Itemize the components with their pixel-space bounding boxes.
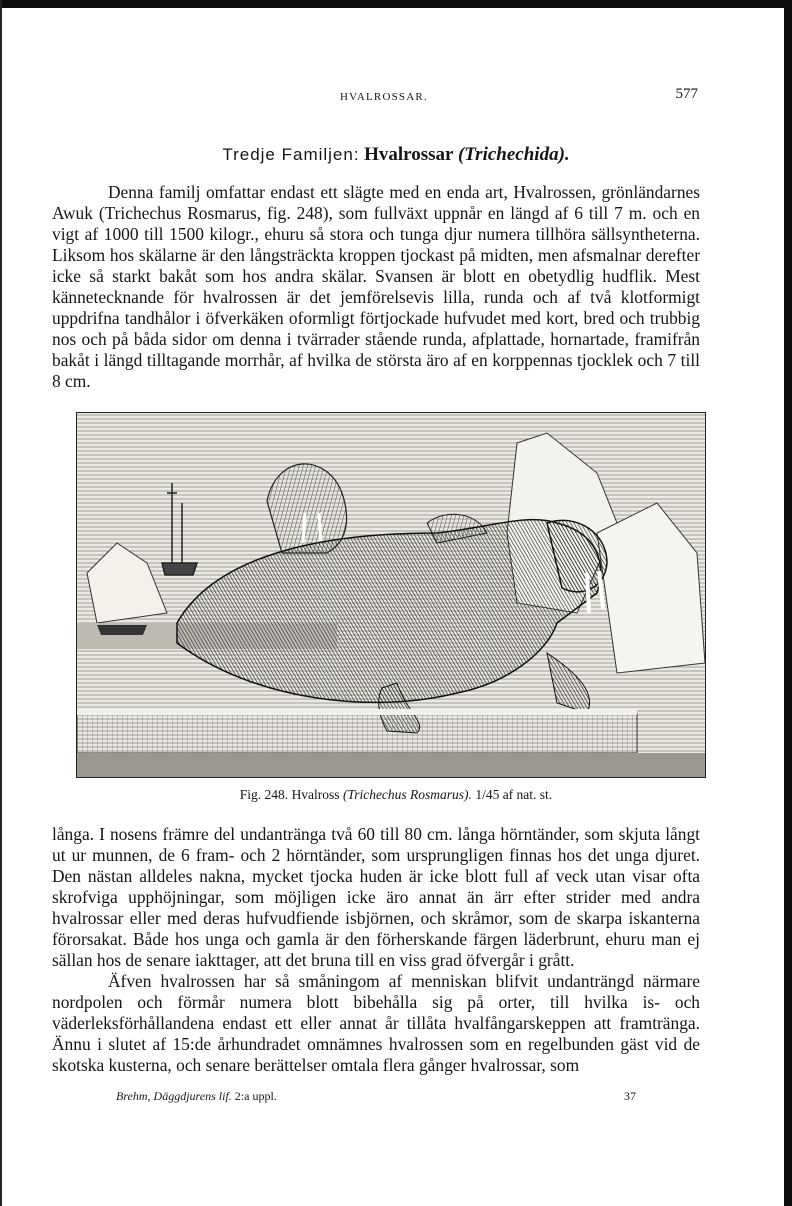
paragraph-2: långa. I nosens främre del undantränga två 60 till 80 cm. långa hörntänder, som skjuta långt ut ur munnen, de 6 fram- och 2 hörntänder, som ursprungligen finnas hos det unga djuret. Den nästan alldeles nakna, mycket tjocka huden är icke blott full af veck utan visar ofta skrofviga upphöjningar, som möjligen icke äro annat än ärr efter strider med andra hvalrossar eller med deras hufvudfiende isbjörnen, och skråmor, som de skarpa iskanterna förorsakat. Både hos unga och gamla är den förherskande färgen läderbrunt, ehuru man ej sällan hos de senare iakttager, att det bruna till en viss grad öfvergår i grått. — [52, 824, 700, 970]
body-text-upper — [52, 182, 700, 392]
paragraph-3: Äfven hvalrossen har så småningom af menniskan blifvit undanträngd närmare nordpolen och förmår numera blott bibehålla sig på orter, till hvilka is- och väderleksförhållandena endast ett eller annat år tillåta hvalfångarskeppen att framtränga. Ännu i slutet af 15:de århundradet omnämnes hvalrossen som en regelbunden gäst vid de skotska kusterna, och senare berättelser omtala flera gånger hvalrossar, som — [52, 971, 700, 1075]
caption-name: Hvalross — [291, 787, 340, 802]
signature-title: Brehm, Däggdjurens lif. — [116, 1089, 232, 1103]
family-heading — [0, 144, 792, 166]
heading-name: Hvalrossar — [364, 144, 454, 165]
rowing-boat — [97, 625, 147, 635]
sheet-number: 37 — [624, 1089, 636, 1103]
scan-border-right — [784, 0, 792, 1206]
figure-label: Fig. 248. — [239, 787, 289, 802]
page-number: 577 — [675, 86, 698, 102]
body-text-lower — [52, 824, 700, 1076]
printer-signature — [116, 1089, 277, 1104]
heading-latin: (Trichechida). — [457, 144, 570, 165]
walrus-engraving — [77, 413, 705, 777]
heading-lead: Tredje Familjen: — [222, 145, 360, 164]
signature-edition: 2:a uppl. — [234, 1089, 277, 1103]
scan-border-left — [0, 0, 2, 1206]
figure-caption — [0, 787, 792, 803]
running-head-title: HVALROSSAR. — [340, 91, 428, 103]
running-head — [60, 86, 700, 106]
scan-border-top — [0, 0, 792, 8]
water-foreground — [77, 753, 705, 777]
paragraph-1: Denna familj omfattar endast ett slägte med en enda art, Hvalrossen, grönländarnes Awuk (Trichechus Rosmarus, fig. 248), som fullväxt uppnår en längd af 6 till 7 m. och en vigt af 1000 till 1500 kilogr., ehuru så stora och tunga djur numera tillhöra sällsyntheterna. Liksom hos skälarne är den långsträckta kroppen tjockast på midten, men afsmalnar derefter icke så starkt bakåt som hos andra skälar. Svansen är blott en obetydlig hudflik. Mest kännetecknande för hvalrossen är det jemförelsevis lilla, runda och af två klotformigt uppdrifna tandhålor i öfverkäken oformligt förtjockade hufvudet med kort, bred och trubbig nos och på båda sidor om denna i tvärrader stående runda, afplattade, hornartade, framifrån bakåt i längd tilltagande morrhår, af hvilka de största äro af en korppennas tjocklek och 7 till 8 cm. — [52, 182, 700, 391]
caption-latin: (Trichechus Rosmarus). — [342, 787, 472, 802]
walrus-illustration — [76, 412, 706, 778]
ice-floe — [77, 713, 637, 753]
caption-scale: 1/45 af nat. st. — [475, 787, 553, 802]
ice-floe-top — [77, 709, 637, 715]
